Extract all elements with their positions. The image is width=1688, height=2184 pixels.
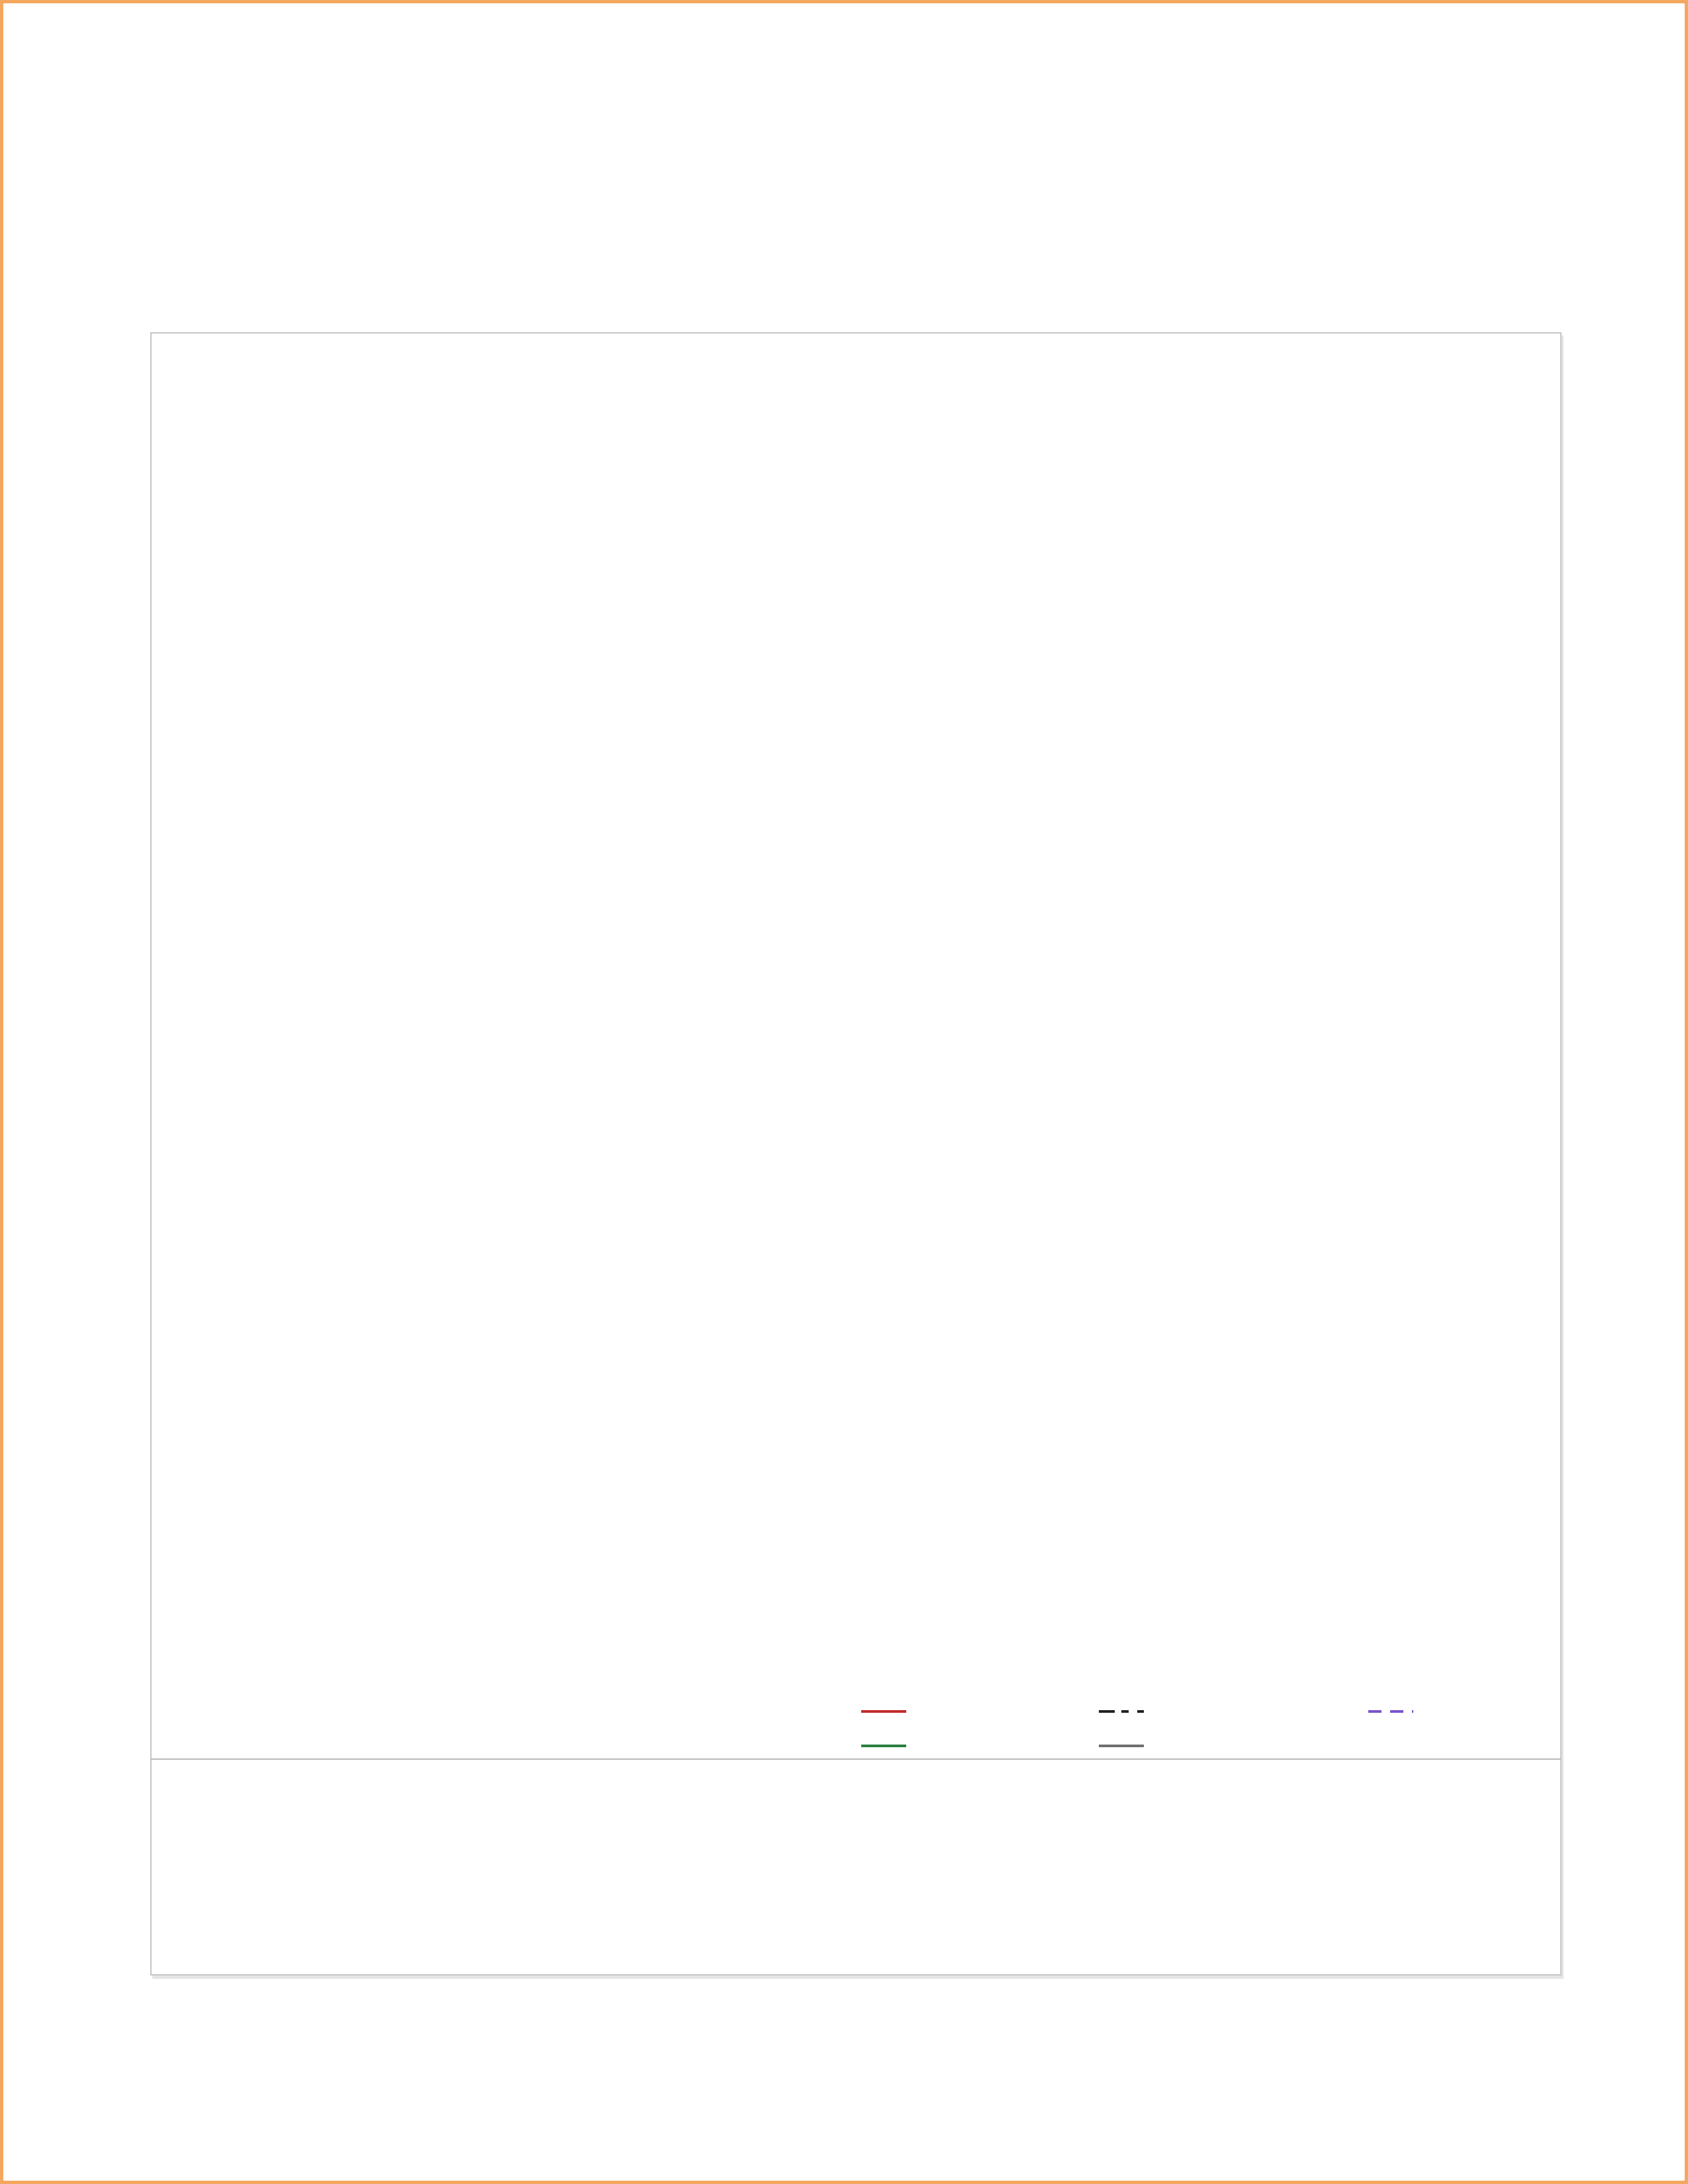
moment-capacity-charts xyxy=(3,3,1688,2184)
legend-face-of-support-line-icon xyxy=(1099,1745,1144,1747)
legend-envelope-line-icon xyxy=(861,1710,906,1713)
legend-capacity-line-icon xyxy=(861,1745,906,1747)
legend-zone-limits-line-icon xyxy=(1368,1710,1413,1713)
legend-centerline-line-icon xyxy=(1099,1710,1144,1713)
